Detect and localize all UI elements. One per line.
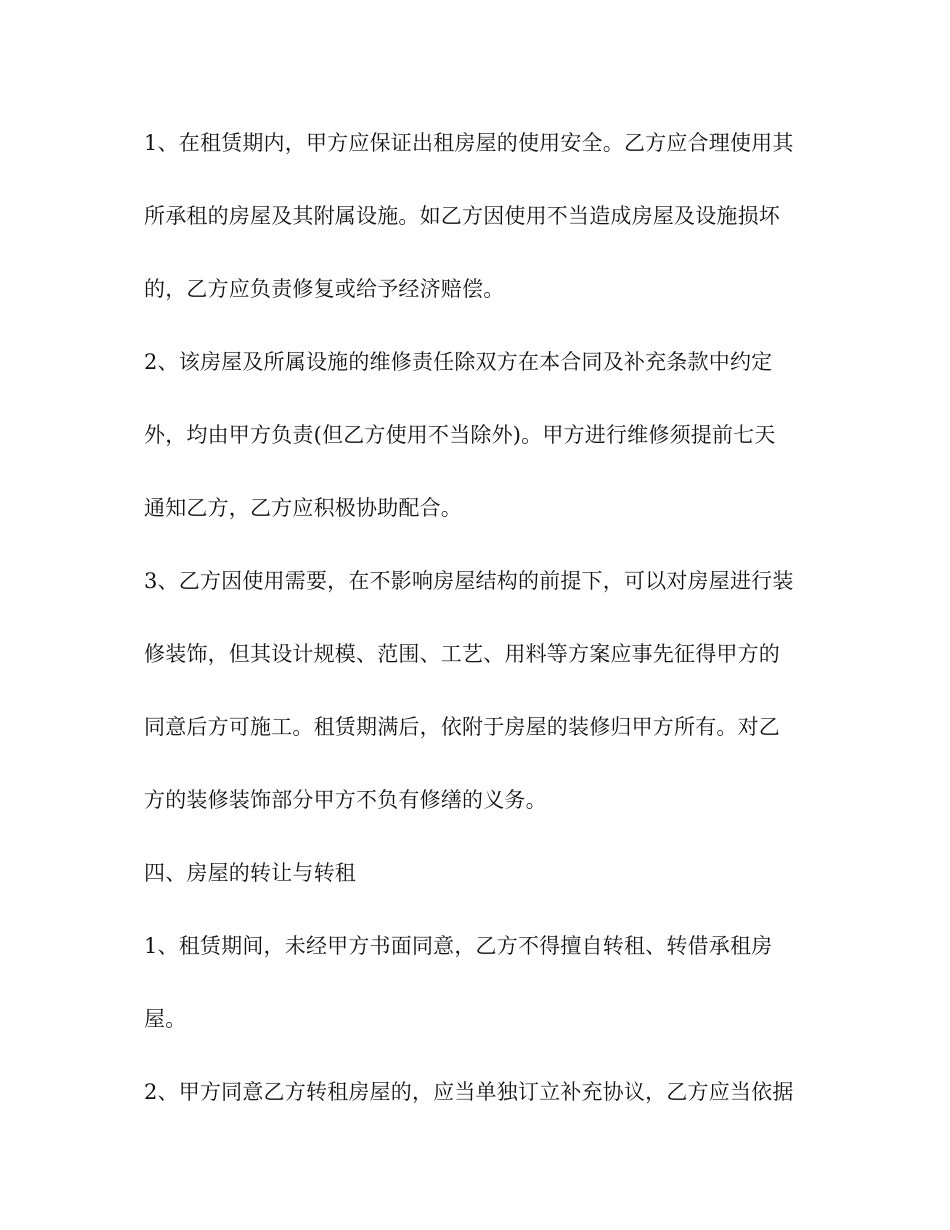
- text-line: 通知乙方，乙方应积极协助配合。: [144, 496, 462, 520]
- text-line: 修装饰，但其设计规模、范围、工艺、用料等方案应事先征得甲方的: [144, 642, 780, 666]
- text-line: 1、在租赁期内，甲方应保证出租房屋的使用安全。乙方应合理使用其: [144, 131, 794, 155]
- text-line: 外，均由甲方负责(但乙方使用不当除外)。甲方进行维修须提前七天: [144, 423, 776, 447]
- text-line: 所承租的房屋及其附属设施。如乙方因使用不当造成房屋及设施损坏: [144, 204, 780, 228]
- text-line: 3、乙方因使用需要，在不影响房屋结构的前提下，可以对房屋进行装: [144, 569, 794, 593]
- text-line: 1、租赁期间，未经甲方书面同意，乙方不得擅自转租、转借承租房: [144, 934, 773, 958]
- section-heading: 四、房屋的转让与转租: [144, 861, 356, 885]
- text-line: 同意后方可施工。租赁期满后，依附于房屋的装修归甲方所有。对乙: [144, 715, 780, 739]
- text-line: 2、该房屋及所属设施的维修责任除双方在本合同及补充条款中约定: [144, 350, 773, 374]
- text-line: 方的装修装饰部分甲方不负有修缮的义务。: [144, 788, 547, 812]
- text-line: 屋。: [144, 1007, 187, 1031]
- text-line: 的，乙方应负责修复或给予经济赔偿。: [144, 277, 505, 301]
- text-line: 2、甲方同意乙方转租房屋的，应当单独订立补充协议，乙方应当依据: [144, 1080, 794, 1104]
